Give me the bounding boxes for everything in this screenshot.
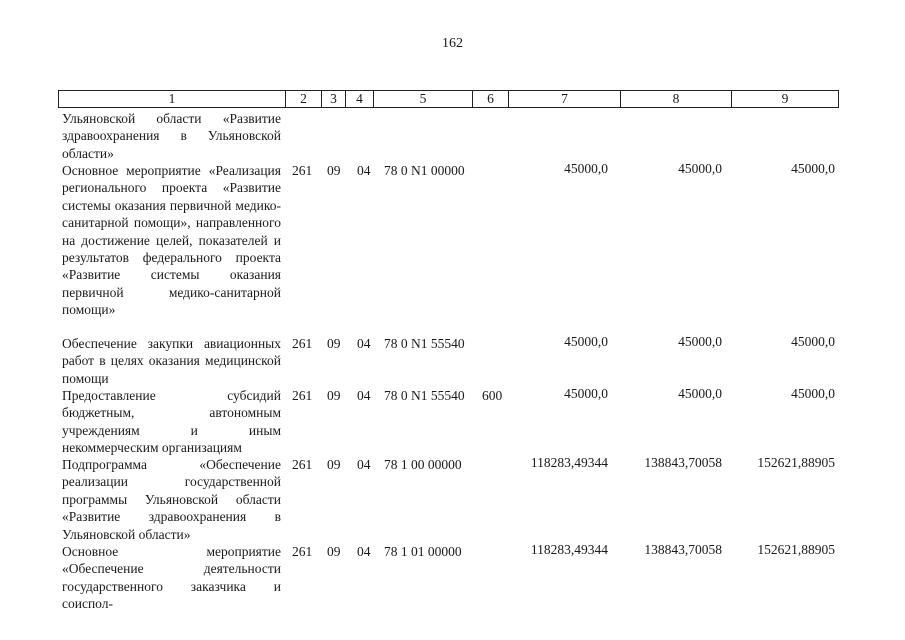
- row-1-gr: 261: [292, 163, 313, 178]
- row-5-csr: 78 1 01 00000: [384, 544, 462, 559]
- header-col-1: 1: [59, 91, 286, 107]
- row-3-year3: 45000,0: [791, 386, 835, 401]
- row-2-pr: 04: [357, 336, 371, 351]
- row-1-csr: 78 0 N1 00000: [384, 163, 465, 178]
- row-5-rz: 09: [327, 544, 341, 559]
- row-4-year3: 152621,88905: [757, 455, 835, 470]
- row-2-description: Обеспечение закупки авиационных работ в целях оказания медицинской помощи: [62, 336, 281, 386]
- row-5-year3: 152621,88905: [757, 542, 835, 557]
- row-4-csr: 78 1 00 00000: [384, 457, 462, 472]
- row-2-gr: 261: [292, 336, 313, 351]
- row-5-gr: 261: [292, 544, 313, 559]
- row-2-csr: 78 0 N1 55540: [384, 336, 465, 351]
- row-4-rz: 09: [327, 457, 341, 472]
- header-col-2: 2: [286, 91, 322, 107]
- row-4-year2: 138843,70058: [644, 455, 722, 470]
- row-1-year1: 45000,0: [564, 161, 608, 176]
- row-5-year1: 118283,49344: [530, 542, 608, 557]
- row-2-rz: 09: [327, 336, 341, 351]
- row-4-year1: 118283,49344: [530, 455, 608, 470]
- row-3-csr: 78 0 N1 55540: [384, 388, 465, 403]
- row-1-rz: 09: [327, 163, 341, 178]
- header-col-3: 3: [322, 91, 346, 107]
- header-col-8: 8: [621, 91, 732, 107]
- row-1-pr: 04: [357, 163, 371, 178]
- row-3-rz: 09: [327, 388, 341, 403]
- row-5-pr: 04: [357, 544, 371, 559]
- row-1-description: Основное мероприятие «Реализация регионального проекта «Развитие системы оказания первичной медико-санитарной помощи», направленного на достижение целей, показателей и результатов федерального проекта «Развитие системы оказания первичной медико-санитарной помощи»: [62, 163, 281, 318]
- row-3-pr: 04: [357, 388, 371, 403]
- row-3-description: Предоставление субсидий бюджетным, автономным учреждениям и иным некоммерческим организациям: [62, 388, 281, 456]
- row-5-year2: 138843,70058: [644, 542, 722, 557]
- row-2-year3: 45000,0: [791, 334, 835, 349]
- row-3-gr: 261: [292, 388, 313, 403]
- header-col-6: 6: [473, 91, 509, 107]
- row-4-gr: 261: [292, 457, 313, 472]
- row-3-year2: 45000,0: [678, 386, 722, 401]
- row-4-description: Подпрограмма «Обеспечение реализации государственной программы Ульяновской области «Развитие здравоохранения в Ульяновской области»: [62, 457, 281, 542]
- row-2-year2: 45000,0: [678, 334, 722, 349]
- header-col-5: 5: [374, 91, 473, 107]
- row-5-description: Основное мероприятие «Обеспечение деятельности государственного заказчика и соиспол-: [62, 544, 281, 612]
- header-col-4: 4: [346, 91, 374, 107]
- row-1-year3: 45000,0: [791, 161, 835, 176]
- row-3-year1: 45000,0: [564, 386, 608, 401]
- table-header: [58, 90, 839, 108]
- row-0-description: Ульяновской области «Развитие здравоохранения в Ульяновской области»: [62, 111, 281, 161]
- page-number: 162: [442, 36, 463, 51]
- row-1-year2: 45000,0: [678, 161, 722, 176]
- row-2-year1: 45000,0: [564, 334, 608, 349]
- header-col-7: 7: [509, 91, 621, 107]
- row-3-vr: 600: [482, 388, 503, 403]
- row-4-pr: 04: [357, 457, 371, 472]
- header-col-9: 9: [781, 91, 789, 106]
